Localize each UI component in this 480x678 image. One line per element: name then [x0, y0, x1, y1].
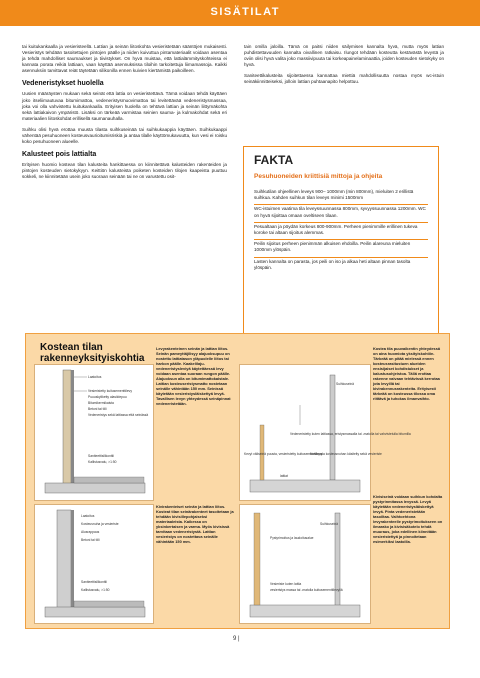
fakta-divider [254, 222, 428, 223]
note-wood-wall: Levyrakenteinen seinän ja lattian liitos. Seinän pameyttäjilisyy alajuoksupuu on nostettu lattiatason yläpuolelle liitos tai harkon päälle. Kaakelilaju-vedeneristysleviyä käytettäessä levy voidaan asentaa suoraan rungon päälle. Alajuoksun alla on bitumimattokaistale. Lattian kosteuseristysmatto nostetaan seinälle vähintään 150 mm. Seinissä käytetään vesieristysläiskettyä levyä. Tavallisen levyn yhteydessä seinäpinnat vedeneristetään. [156, 346, 231, 406]
svg-text:Laatoitus: Laatoitus [81, 514, 95, 518]
svg-text:Betoni tai tiili: Betoni tai tiili [88, 407, 107, 411]
svg-text:Vedeneristys sekä lattiassa et: Vedeneristys sekä lattiassa että seinässä [88, 413, 149, 417]
svg-text:Betoni tai tiili: Betoni tai tiili [81, 538, 100, 542]
paragraph: Uusien määräysten mukaan sekä seinät että lattia on vesieristettävä. Tämä voidaan tehdä käyttäen joko itseliimautuvaa bitumimattoa, vedeneristysmuovimattoa tai levitettävää vedeneristysmassaa, joka voi olla vahvistettu kuitukankaalla. Erityisen huolella on tehtävä lattian ja seinän liittymäkohta sekä lattiakaivon ympäristö. Lisäksi on tärkeää varmistaa seinien sauma- ja kulmakohdat sekä eri materiaalien liitoskohdat erillisellä saumanauhalla. [22, 91, 227, 121]
fakta-divider [254, 204, 428, 205]
paragraph: tain omilla jaloilla. Tämä on paitsi niiden säilymisen kannalta hyvä, mutta myös lattian puhdistettavuuden kannalta oivallinen ratkaisu. Ilungot tehdään kosteutta kestävästä levystä ja oviin olisi hyvä valita joko massiivipuuta tai korkeapainelaminaattia, joiden kosteuden sietokyky on hyvä. [244, 44, 444, 68]
detail-drawing-d [239, 504, 371, 624]
detail-drawing-c [239, 364, 411, 501]
svg-text:Nostopala kosteusnuhan käsitel: Nostopala kosteusnuhan käsitelty sekä vesieriste [310, 452, 382, 456]
detail-drawing-b [34, 504, 154, 624]
fakta-divider [254, 257, 428, 258]
subheading: Kalusteet pois lattialta [22, 151, 97, 159]
paragraph: tai kuitukankaalla ja vesieristeellä. Lattian ja seinän liitoskohta vesieristetään sääntöjen mukaisesti. Vesieristys tehdään tasoitettujen pintojen päälle ja niiden kuivuttua pintamateriaalit voidaan asentaa ja tehdä mahdolliset saumaukset ja tiivistykset. On hyvä muistaa, että lattialämmityskohteissa ei kannata porata reikiä lattiaan, vaan käyttää asennuksissa tiloihin tarkoitettuja liimamassoja. Kaikki asennuksiin tarvittavat reiät täytetään silikonilla ennen kuivien kiertämistä paikoilleen. [22, 44, 227, 74]
svg-text:Vedeneristetty kuten lattiassa: Vedeneristetty kuten lattiassa, eristysmassalla tai -matolla tai vahvistetulla bitumilla [290, 432, 411, 436]
note-battened-wall: Kivisiseinä voidaan suihkun kohdalta pystyrinmitassa levyssä. Levyä käytetään vedeneristysläiskettyä levyä. Pinta vedeneristetään tasoiltaa. Vaihtoehtona levyrakenteelle pystyrimoitukseen on ilmarako ja kivisisäkotelo tehdä muuraus, joka edellinen kiinnitään vesieristettyä ja pinnoitetaan esimerkiksi laatoilla. [373, 494, 443, 544]
detail-drawing-a [34, 364, 154, 501]
section-header [0, 0, 480, 26]
paragraph: Suihku olisi hyvä erottaa muusta tilasta suihkuseinää tai suihkukaappia käyttäen. Suihkukaappi vähentää pesuhuoneen kosteusvaurioitumisriskiä ja antaa tilalle käyttömukavuutta, kun vesi ei roisku koko pesuhuoneen alueelle. [22, 126, 227, 145]
svg-text:Saniteettisilikonitii: Saniteettisilikonitii [88, 454, 115, 458]
svg-text:Kallistusvalu, >1:50: Kallistusvalu, >1:50 [88, 460, 117, 464]
wall-floor-section-a [35, 365, 153, 500]
svg-text:Saniteettisilikonitii: Saniteettisilikonitii [81, 580, 108, 584]
svg-text:Alusrappaus: Alusrappaus [81, 530, 100, 534]
section-title: SISÄTILAT [210, 6, 280, 18]
svg-text:Kevyt väliseinä puusta, vesier: Kevyt väliseinä puusta, vesieristetty kuitusementtilevy [244, 452, 323, 456]
paragraph: Saniteettikalusteita sijoitettaessa kannattaa miettiä mahdollisuutta nostaa myös wc-istuin seinäkiinnitteiseksi, jolloin lattian puhtaanapito helpottuu. [244, 73, 444, 85]
svg-text:Kosteusnuha ja vesieriste: Kosteusnuha ja vesieriste [81, 522, 119, 526]
page-number: 9 | [233, 636, 240, 642]
left-column [22, 44, 227, 186]
fakta-item: WC-istuimen vaatima tila leveyssuunnassa 800mm, syvyyssuunnassa 1200mm. WC on hyvä sijoittaa omaan oveltiseen tilaan. [254, 206, 426, 218]
note-shower-wall: Kostea tila puuvaikentin yhteydessä on aina huomiota yksityiskohtiin. Tärkeää on pitää mielessä ennen kosteusrasitustuen alueiden ensisijaiset kohdistukset ja kalustusohjeistoa. Tällä erottaa rakenne vaivaan tehtävissä kerrotaa jota levyillä tai kivirakennusrakenteita. Erityisesti tärkeää on kosteussa tilossa oma riittävä ja tuhokas ilmanvaihto. [373, 346, 441, 401]
right-column [244, 44, 444, 91]
construction-details-box [25, 333, 450, 629]
svg-text:Suihkuseinä: Suihkuseinä [320, 522, 338, 526]
svg-text:Kallistusvalu, >1:50: Kallistusvalu, >1:50 [81, 588, 110, 592]
battened-wall-section [240, 505, 370, 623]
svg-text:lattiat: lattiat [280, 474, 288, 478]
fakta-divider [254, 239, 428, 240]
shower-wall-section [240, 365, 411, 500]
svg-text:Suihkuseinä: Suihkuseinä [336, 382, 354, 386]
svg-text:Puuuskyliketty alasiidepuu: Puuuskyliketty alasiidepuu [88, 395, 127, 399]
paragraph: Erityisen huomio kostean tilan kalusteita hankittaessa on kiinnitettävä kalusteiden rakenteiden ja pintojen kosteuden sietokykyyn. Keittiön kalusteista poiketen kosteiden tilojen kaapeista puuttuu sokkeli, ne kiinnitetään usein joko suoraan seinään tai ne on varustettu osit- [22, 162, 227, 180]
diagram-title: Kostean tilan rakenneyksityiskohtia [40, 342, 145, 364]
fakta-title: FAKTA [254, 153, 294, 167]
fakta-items [254, 189, 426, 276]
fakta-item: Suihkutilan ohjeellinen leveys 900– 1000mm (min 800mm), mieluiten 2 erillistä suihkua. Kahden suihkun tilan leveys minimi 1500mm [254, 189, 414, 201]
fakta-item: Lasten kannalta on parasta, jos peili on iso ja alkaa heti altaan pinnan tasolta ylöspäin. [254, 258, 411, 270]
fakta-subtitle: Pesuhuoneiden kriittisiä mittoja ja ohjeita [254, 173, 383, 180]
svg-text:Vesieristetty kuitusementtilev: Vesieristetty kuitusementtilevy [88, 389, 132, 393]
svg-text:vesieristys massa tai -matolla: vesieristys massa tai -matolla kuitusementtilevyllä [270, 588, 343, 592]
fakta-item: Peilin sijoitus perheen pienimmän alkuisen ehdoilla. Peilin alareuna mieluiten 1000mm ylöspäin. [254, 241, 411, 253]
note-stone-wall: Kivirakenteiset seinän ja lattian liitos. Kosteat tilan seinärakenteet tasoitetaan ja tehdään kivisillepohjaiseksi materiaaleista. Kaikessa on yksinkertaisen ja varma. Myös kivisissä tarvitaan vedeneristystä. Lattian vesieristys on nostettava seinälle vähintään 150 mm. [156, 504, 234, 544]
svg-text:Bitumikermikaista: Bitumikermikaista [88, 401, 114, 405]
fakta-box [243, 146, 439, 347]
wall-floor-section-b [35, 505, 153, 623]
svg-text:Vesieriste kuten lattia: Vesieriste kuten lattia [270, 582, 302, 586]
fakta-item: Pesualtaan ja pöydän korkeus 800-900mm. Perheen pienimmille erillinen tukeva koroke tai altaan sijoitus alemmas. [254, 223, 418, 236]
svg-text:Pystyrimoitus ja laudoitusalue: Pystyrimoitus ja laudoitusalue [270, 536, 314, 540]
svg-text:Laatoitus: Laatoitus [88, 375, 102, 379]
subheading: Vedeneristykset huolella [22, 80, 104, 88]
